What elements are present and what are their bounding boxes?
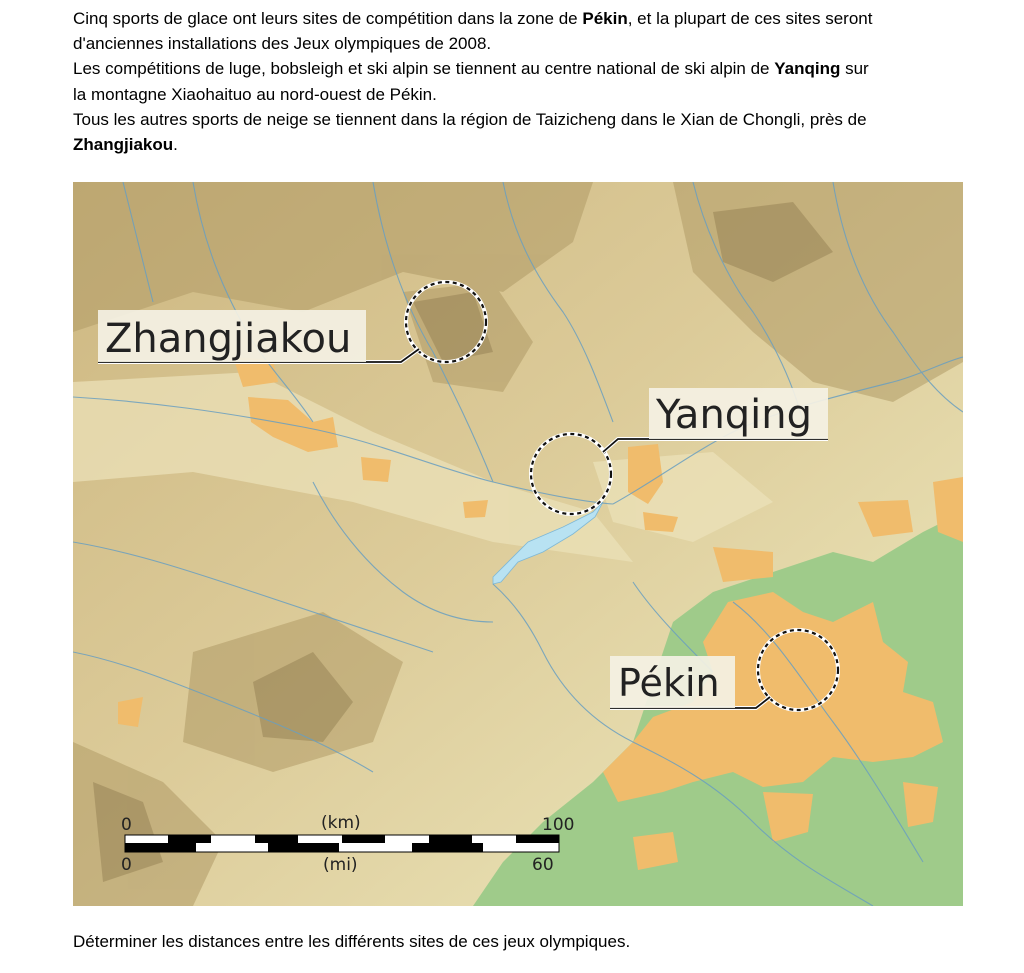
zhangjiakou-bold: Zhangjiakou [73,135,174,155]
scale-km-unit: (km) [321,813,361,833]
intro-text [73,6,973,157]
paragraph-1: Cinq sports de glace ont leurs sites de compétition dans la zone de Pékin, et la plupart de ces sites seront d'anciennes installations des Jeux olympiques de 2008. [73,9,873,54]
scale-mi-unit: (mi) [323,855,358,875]
yanqing-bold: Yanqing [774,59,841,79]
zhangjiakou-label: Zhangjiakou [105,316,352,362]
pekin-bold: Pékin [582,9,628,28]
paragraph-3: Tous les autres sports de neige se tiennent dans la région de Taizicheng dans le Xian de Chongli, près de Zhangjiakou. [73,109,867,155]
yanqing-label: Yanqing [656,392,813,438]
scale-km-zero: 0 [121,815,132,835]
pekin-label: Pékin [618,661,720,705]
paragraph-2: Les compétitions de luge, bobsleigh et ski alpin se tiennent au centre national de ski alpin de Yanqing sur la montagne Xiaohaituo au nord-ouest de Pékin. [73,59,869,104]
map-svg [73,182,963,906]
question-text: Déterminer les distances entre les différents sites de ces jeux olympiques. [73,932,631,951]
map [73,182,963,906]
scale-mi-zero: 0 [121,855,132,875]
scale-mi-max: 60 [532,855,554,875]
scale-km-max: 100 [542,815,575,835]
